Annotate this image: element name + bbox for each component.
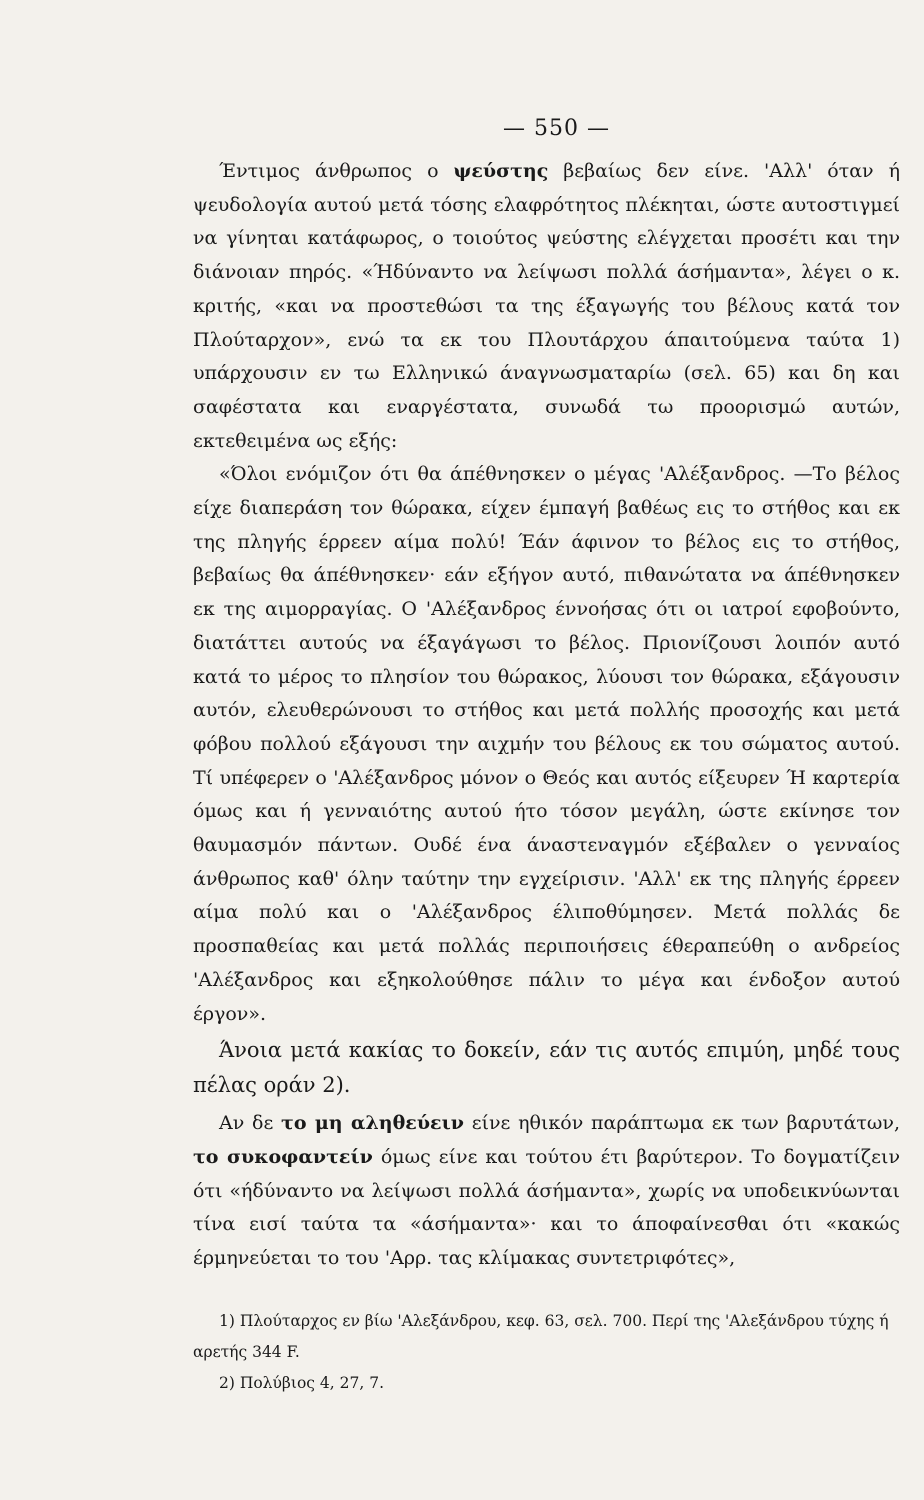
paragraph-2-quotation: [193, 458, 900, 1031]
page-number: — 550 —: [503, 116, 610, 141]
footnote-2: 2) Πολύβιος 4, 27, 7.: [219, 1373, 384, 1392]
paragraph-1: [193, 155, 900, 458]
footnote-1: 1) Πλούταρχος εν βίω 'Αλεξάνδρου, κεφ. 63, σελ. 700. Περί της 'Αλεξάνδρου τύχης ή αρετής 344 F.: [193, 1311, 889, 1361]
bold-term-pseustes: ψεύστης: [453, 160, 549, 182]
bold-term-me-aletheuein: το μη αληθεύειν: [281, 1112, 464, 1135]
bold-term-sykophantein: το συκοφαντείν: [193, 1145, 373, 1168]
text-segment: βεβαίως δεν είνε. 'Αλλ' όταν ή ψευδολογία αυτού μετά τόσης ελαφρότητος πλέκηται, ώστε αυτοστιγμεί να γίνηται κατάφωρος, ο τοιούτος ψεύστης ελέγχεται προσέτι και την διάνοιαν πηρός. «Ήδύναντο να λείψωσι πολλά άσήμαντα», λέγει ο κ. κριτής, «και να προστεθώσι τα της έξαγωγής του βέλους κατά τον Πλούταρχον», ενώ τα εκ του Πλουτάρχου άπαιτούμενα ταύτα 1) υπάρχουσιν εν τω Ελληνικώ άναγνωσματαρίω (σελ. 65) και δη και σαφέστατα και εναργέστατα, συνωδά τω προορισμώ αυτών, εκτεθειμένα ως εξής:: [193, 160, 900, 452]
text-segment: «Όλοι ενόμιζον ότι θα άπέθνησκεν ο μέγας 'Αλέξανδρος. —Το βέλος είχε διαπεράση τον θώρακα, είχεν έμπαγή βαθέως εις το στήθος και εκ της πληγής έρρεεν αίμα πολύ! Έάν άφινον το βέλος εις το στήθος, βεβαίως θα άπέθνησκεν· εάν εξήγον αυτό, πιθανώτατα να άπέθνησκεν εκ της αιμορραγίας. Ο 'Αλέξανδρος έννοήσας ότι οι ιατροί εφοβούντο, διατάττει αυτούς να έξαγάγωσι το βέλος. Πριονίζουσι λοιπόν αυτό κατά το μέρος το πλησίον του θώρακος, λύουσι τον θώρακα, εξάγουσιν αυτόν, ελευθερώνουσι το στήθος και μετά πολλής προσοχής και μετά φόβου πολλού εξάγουσι την αιχμήν του βέλους εκ του σώματος αυτού. Τί υπέφερεν ο 'Αλέξανδρος μόνον ο Θεός και αυτός είξευρεν Ή καρτερία όμως και ή γενναιότης αυτού ήτο τόσον μεγάλη, ώστε εκίνησε τον θαυμασμόν πάντων. Ουδέ ένα άναστεναγμόν εξέβαλεν ο γενναίος άνθρωπος καθ' όλην ταύτην την εγχείρισιν. 'Αλλ' εκ της πληγής έρρεεν αίμα πολύ και ο 'Αλέξανδρος έλιποθύμησεν. Μετά πολλάς δε προσπαθείας και μετά πολλάς περιποιήσεις έθεραπεύθη ο ανδρείος 'Αλέξανδρος και εξηκολούθησε πάλιν το μέγα και ένδοξον αυτού έργον».: [193, 463, 900, 1025]
body-text: [193, 155, 900, 1276]
text-segment: όμως είνε και τούτου έτι βαρύτερον. Το δογματίζειν ότι «ήδύναντο να λείψωσι πολλά άσήμαντα», χωρίς να υποδεικνύωνται τίνα εισί ταύτα τα «άσήμαντα»· και το άποφαίνεσθαι ότι «κακώς έρμηνεύεται το του 'Αρρ. τας κλίμακας συντετριφότες»,: [193, 1145, 900, 1270]
text-segment: Άνοια μετά κακίας το δοκείν, εάν τις αυτός επιμύη, μηδέ τους πέλας οράν 2).: [193, 1038, 900, 1098]
footnotes: [193, 1306, 900, 1399]
text-segment: Έντιμος άνθρωπος ο: [219, 160, 454, 182]
paragraph-4: [193, 1107, 900, 1276]
paragraph-3-maxim: [193, 1033, 900, 1103]
text-segment: είνε ηθικόν παράπτωμα εκ των βαρυτάτων,: [463, 1112, 900, 1135]
text-segment: Αν δε: [219, 1112, 282, 1135]
